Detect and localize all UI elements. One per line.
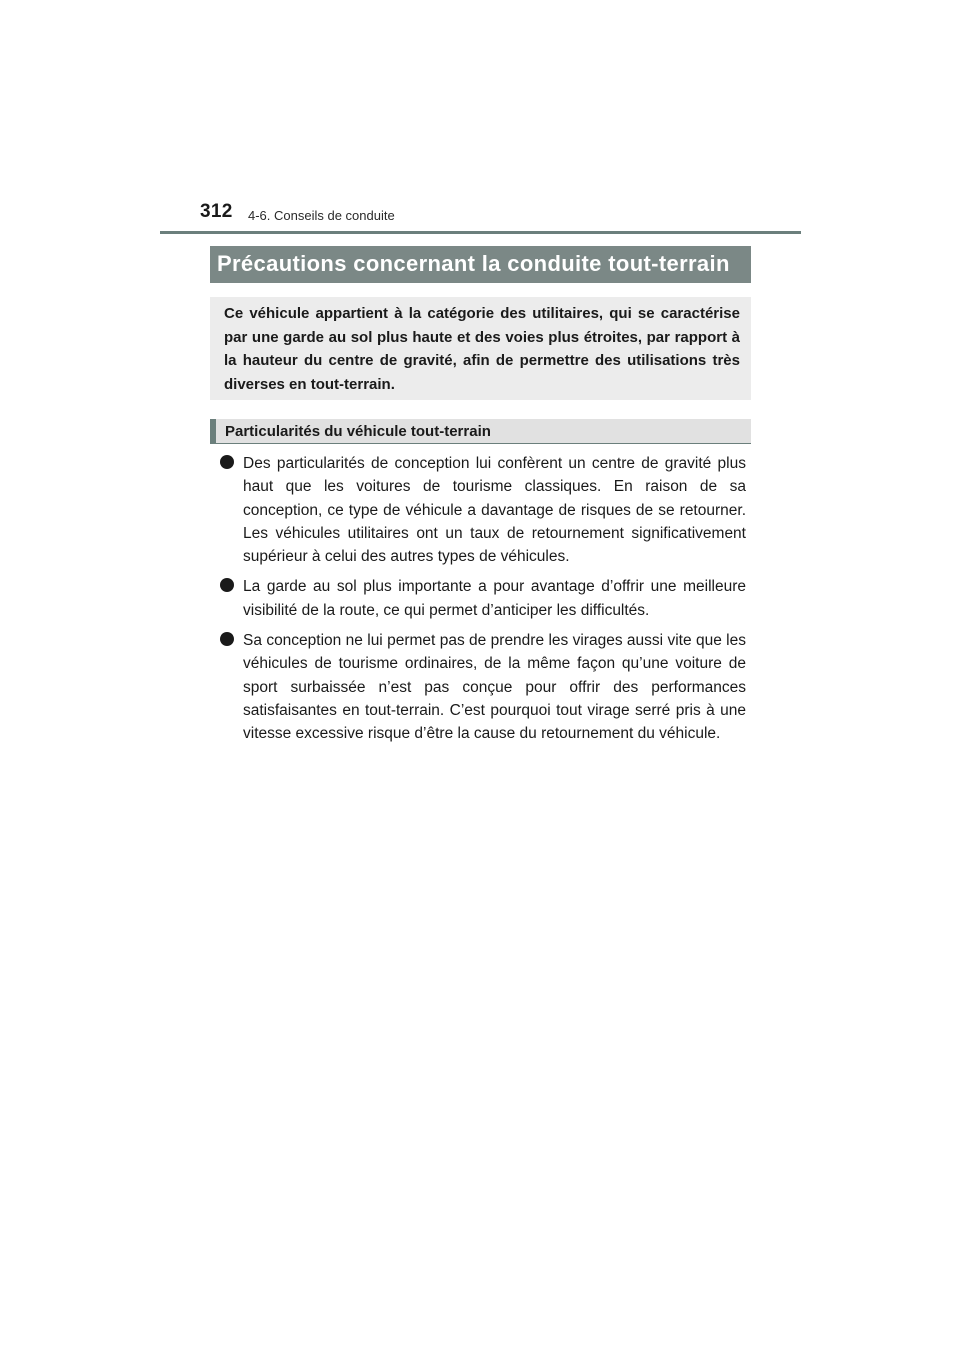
subsection-accent-bar	[210, 419, 216, 443]
bullet-icon	[220, 455, 234, 469]
bullet-icon	[220, 578, 234, 592]
bullet-icon	[220, 632, 234, 646]
list-item	[220, 452, 746, 568]
list-item	[220, 575, 746, 622]
intro-box	[210, 297, 751, 400]
header-divider	[160, 231, 801, 234]
bullet-text: La garde au sol plus importante a pour avantage d’offrir une meilleure visibilité de la route, ce qui permet d’anticiper les difficultés.	[243, 578, 746, 619]
page-number: 312	[200, 201, 233, 222]
intro-text: Ce véhicule appartient à la catégorie des utilitaires, qui se caractérise par une garde au sol plus haute et des voies plus étroites, par rapport à la hauteur du centre de gravité, afin de permettre des utilisations très diverses en tout-terrain.	[224, 305, 740, 393]
page-title-bar	[210, 246, 751, 283]
bullet-text: Des particularités de conception lui confèrent un centre de gravité plus haut que les voitures de tourisme classiques. En raison de sa conception, ce type de véhicule a davantage de risques de se retourner. Les véhicules utilitaires ont un taux de retournement significativement supérieur à celui des autres types de véhicules.	[243, 455, 746, 566]
subsection-header	[210, 419, 751, 444]
subsection-title: Particularités du véhicule tout-terrain	[225, 423, 491, 440]
list-item	[220, 629, 746, 745]
bullet-text: Sa conception ne lui permet pas de prendre les virages aussi vite que les véhicules de tourisme ordinaires, de la même façon qu’une voiture de sport surbaissée n’est pas conçue pour offrir des performances satisfaisantes en tout-terrain. C’est pourquoi tout virage serré pris à une vitesse excessive risque d’être la cause du retournement du véhicule.	[243, 632, 746, 743]
section-reference: 4-6. Conseils de conduite	[248, 208, 395, 223]
bullet-list	[220, 452, 746, 753]
page-title: Précautions concernant la conduite tout-terrain	[217, 251, 730, 276]
